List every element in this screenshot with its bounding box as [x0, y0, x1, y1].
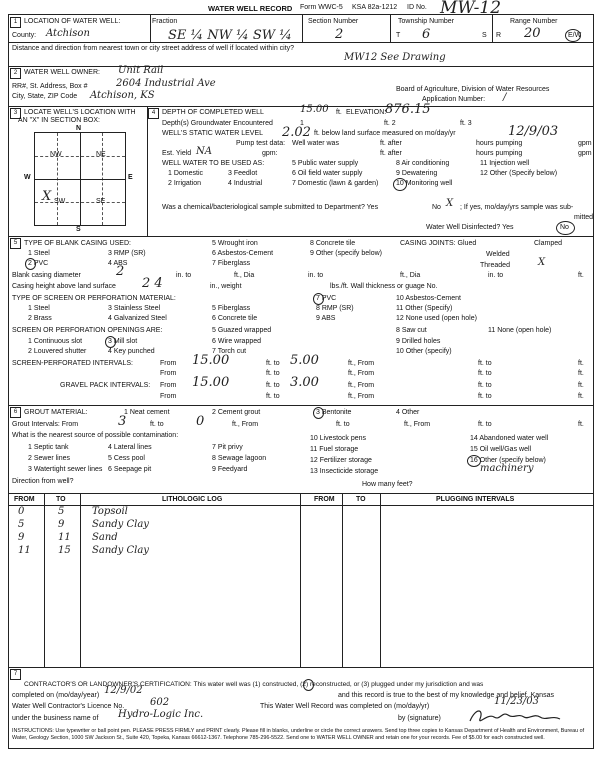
gp-ft-to: ft. to [266, 382, 280, 389]
chem-tail: ; If yes, mo/day/yrs sample was sub- [460, 204, 574, 211]
elevation-field[interactable]: 876.15 [385, 102, 431, 117]
static-field[interactable]: 2.02 [282, 125, 311, 140]
opening-option-selected[interactable]: 3 Mill slot [108, 338, 138, 345]
depth-label: DEPTH OF COMPLETED WELL [162, 109, 264, 116]
use-option[interactable]: 8 Air conditioning [396, 160, 450, 167]
contam-option[interactable]: 7 Pit privy [212, 444, 243, 451]
other-circle [467, 455, 481, 467]
pump-well-water: Well water was [292, 140, 339, 147]
distance-label: Distance and direction from nearest town or city street address of well if located within city? [12, 45, 295, 52]
use-option[interactable]: 6 Oil field water supply [292, 170, 363, 177]
section-1-number: 1 [10, 17, 21, 28]
contam-option[interactable]: 2 Sewer lines [28, 455, 71, 462]
direction-label: Direction from well? [12, 478, 74, 485]
opening-option[interactable]: 5 Guazed wrapped [212, 327, 272, 334]
grout-ft-to: ft. to [150, 421, 164, 428]
gp-ft-end: ft. [578, 382, 584, 389]
depth-ft: ft. [336, 109, 342, 116]
cert-label: CONTRACTOR'S OR LANDOWNER'S CERTIFICATION: This water well was (1) constructed, (2) reconstructed, or (3) plugged under my jurisdiction and was [24, 681, 484, 688]
range-field[interactable]: 20 [524, 26, 541, 41]
opening-option[interactable]: 9 Drilled holes [396, 338, 441, 345]
gw-1: 1 [300, 120, 304, 127]
yield-gpm-end: gpm [578, 150, 592, 157]
use-label: WELL WATER TO BE USED AS: [162, 160, 265, 167]
application-field[interactable]: / [503, 92, 507, 103]
grid-south: S [76, 226, 81, 233]
pump-hours: hours pumping [476, 140, 523, 147]
contam-option[interactable]: 5 Cess pool [108, 455, 145, 462]
joints-welded[interactable]: Welded [486, 251, 510, 258]
screen-type-option[interactable]: 3 Stainless Steel [108, 305, 161, 312]
grout-ft-end: ft. [578, 421, 584, 428]
log-from[interactable]: 11 [18, 545, 31, 556]
fraction-label: Fraction [152, 18, 178, 25]
use-option[interactable]: 2 Irrigation [168, 180, 202, 187]
business-name-field[interactable]: Hydro-Logic Inc. [118, 709, 204, 720]
yield-gpm: gpm: [262, 150, 278, 157]
log-to[interactable]: 9 [58, 519, 65, 530]
howmany-label: How many feet? [362, 481, 413, 488]
opening-option[interactable]: 8 Saw cut [396, 327, 427, 334]
gp-ft-to-3: ft. to [266, 393, 280, 400]
locate-label-2: AN "X" IN SECTION BOX: [18, 117, 100, 124]
licence-label: Water Well Contractor's Licence No. [12, 703, 125, 710]
elevation-label: ELEVATION: [346, 109, 387, 116]
grout-ft-to-3: ft. to [478, 421, 492, 428]
sp-label: SCREEN-PERFORATED INTERVALS: [12, 360, 133, 367]
address-label: RR#, St. Address, Box # [12, 83, 88, 90]
contam-option-selected[interactable]: 16 Other (specify below) [470, 457, 546, 464]
gp-from-field[interactable]: 15.00 [192, 375, 230, 390]
board-text: Board of Agriculture, Division of Water Resources [396, 86, 550, 93]
opening-option[interactable]: 4 Key punched [108, 348, 155, 355]
screen-pvc-circle [313, 293, 324, 305]
casing-option[interactable]: 1 Steel [28, 250, 50, 257]
grout-ft-from: ft., From [232, 421, 259, 428]
use-option[interactable]: 11 Injection well [480, 160, 530, 167]
blank-in-to: in. to [176, 272, 192, 279]
blank-ft-dia: ft., Dia [234, 272, 255, 279]
distance-field[interactable]: MW12 See Drawing [344, 52, 446, 63]
screen-type-option[interactable]: 4 Galvanized Steel [108, 315, 167, 322]
log-desc[interactable]: Sandy Clay [92, 545, 149, 556]
log-to[interactable]: 5 [58, 506, 65, 517]
screen-type-option[interactable]: 5 Fiberglass [212, 305, 251, 312]
log-to-header: TO [56, 496, 66, 503]
section-2-number: 2 [10, 68, 21, 79]
township-s: S [482, 32, 487, 39]
sp-ft-to-4: ft. to [478, 370, 492, 377]
record-completed-label: This Water Well Record was completed on (mo/day/yr) [260, 703, 430, 710]
yield-field[interactable]: NA [196, 146, 212, 157]
other-specify-field[interactable]: machinery [480, 463, 534, 474]
disinfected-label: Water Well Disinfected? Yes [426, 224, 514, 231]
use-option[interactable]: 9 Dewatering [396, 170, 438, 177]
owner-field[interactable]: Unit Rail [118, 65, 164, 76]
sp-ft-from: ft., From [348, 360, 375, 367]
contam-option[interactable]: 3 Watertight sewer lines [28, 466, 103, 473]
contam-option[interactable]: 4 Lateral lines [108, 444, 152, 451]
grid-ne: NE [96, 151, 106, 158]
range-direction[interactable]: E/W [568, 32, 582, 39]
grout-option[interactable]: 1 Neat cement [124, 409, 170, 416]
casing-option[interactable]: 4 ABS [108, 260, 128, 267]
bentonite-circle [313, 407, 324, 419]
sp-from-label-2: From [160, 370, 177, 377]
section-5-number: 5 [10, 238, 21, 249]
screen-type-option-selected[interactable]: 7 PVC [316, 295, 337, 302]
joints-threaded[interactable]: Threaded [480, 262, 510, 269]
section-3-number: 3 [10, 108, 21, 119]
use-option[interactable]: 12 Other (Specify below) [480, 170, 558, 177]
blank-diam-label: Blank casing diameter [12, 272, 81, 279]
screen-type-option[interactable]: 9 ABS [316, 315, 336, 322]
static-date-field[interactable]: 12/9/03 [508, 124, 559, 139]
owner-label: WATER WELL OWNER: [24, 69, 100, 76]
mill-slot-circle [105, 336, 116, 348]
plug-header: PLUGGING INTERVALS [436, 496, 515, 503]
chem-mitted: mitted [574, 214, 594, 221]
sp-ft-end-2: ft. [578, 370, 584, 377]
casing-option[interactable]: 3 RMP (SR) [108, 250, 146, 257]
city-field[interactable]: Atchison, KS [90, 90, 155, 101]
joints-label: CASING JOINTS: Glued [400, 240, 477, 247]
address-field[interactable]: 2604 Industrial Ave [116, 78, 216, 89]
opening-option[interactable]: 11 None (open hole) [488, 327, 552, 334]
section-number-field[interactable]: 2 [335, 27, 344, 42]
sp-ft-to-3: ft. to [266, 370, 280, 377]
height-field[interactable]: 2 4 [142, 276, 163, 291]
gp-from-label-2: From [160, 393, 177, 400]
chem-no[interactable]: No [432, 204, 441, 211]
threaded-x[interactable]: X [538, 257, 546, 268]
township-t: T [396, 32, 401, 39]
use-option-selected[interactable]: 10 Monitoring well [396, 180, 453, 187]
section-4-number: 4 [148, 108, 159, 119]
id-value[interactable]: MW-12 [440, 0, 502, 18]
range-label: Range Number [510, 18, 558, 25]
screen-type-option[interactable]: 12 None used (open hole) [396, 315, 477, 322]
use-option[interactable]: 7 Domestic (lawn & garden) [292, 180, 379, 187]
static-label: WELL'S STATIC WATER LEVEL [162, 130, 264, 137]
grid-west: W [24, 174, 31, 181]
signature-field[interactable] [466, 705, 566, 727]
screen-type-label: TYPE OF SCREEN OR PERFORATION MATERIAL: [12, 295, 176, 302]
casing-option[interactable]: 8 Concrete tile [310, 240, 356, 247]
grid-se: SE [96, 198, 106, 205]
casing-option[interactable]: 7 Fiberglass [212, 260, 251, 267]
form-title: WATER WELL RECORD [208, 4, 293, 13]
grout-ft-to-2: ft. to [336, 421, 350, 428]
log-desc[interactable]: Topsoil [92, 506, 128, 517]
gp-from-label: From [160, 382, 177, 389]
contam-option[interactable]: 10 Livestock pens [310, 435, 367, 442]
opening-option[interactable]: 10 Other (specify) [396, 348, 452, 355]
range-direction-circle [565, 29, 581, 42]
sp-from-label: From [160, 360, 177, 367]
opening-option[interactable]: 2 Louvered shutter [28, 348, 87, 355]
opening-option[interactable]: 1 Continuous slot [28, 338, 83, 345]
log-to[interactable]: 11 [58, 532, 71, 543]
contam-option[interactable]: 13 Insecticide storage [310, 468, 379, 475]
height-label: Casing height above land surface [12, 283, 116, 290]
casing-option[interactable]: 9 Other (specify below) [310, 250, 382, 257]
grout-ft-from-2: ft., From [404, 421, 431, 428]
openings-label: SCREEN OR PERFORATION OPENINGS ARE: [12, 327, 163, 334]
grid-sw: SW [54, 198, 66, 205]
grout-from-field[interactable]: 3 [118, 414, 127, 429]
sp-ft-to: ft. to [266, 360, 280, 367]
record-date-field[interactable]: 11/23/03 [494, 696, 539, 707]
gw-2: ft. 2 [384, 120, 396, 127]
ksa-ref: KSA 82a-1212 [352, 4, 398, 11]
gp-ft-from-2: ft., From [348, 393, 375, 400]
chem-label: Was a chemical/bacteriological sample submitted to Department? Yes [162, 204, 379, 211]
blank-ft-end: ft. [578, 272, 584, 279]
pump-gpm: gpm [578, 140, 592, 147]
form-number: Form WWC-5 [300, 4, 343, 11]
instructions-text: INSTRUCTIONS: Use typewriter or ball point pen. PLEASE PRESS FIRMLY and PRINT clearly. Please fill in blanks, underline or circle the correct answers. Send top three copies to Kansas Department of Health and Environment, Bureau of Water, Geology Section, 1000 SW Jackson St., Suite 420, Topeka, Kansas 66612-1367. Telephone 785-296-5522. Send one to WATER WELL OWNER and retain one for your records. Fee of $5.00 for each constructed well. [12, 728, 585, 741]
blank-ft-dia-2: ft., Dia [400, 272, 421, 279]
county-label: County: [12, 32, 37, 39]
gp-to-field[interactable]: 3.00 [290, 375, 319, 390]
grid-x-mark[interactable]: X [42, 189, 52, 204]
height-lbs: lbs./ft. Wall thickness or guage No. [330, 283, 438, 290]
casing-option[interactable]: 5 Wrought iron [212, 240, 258, 247]
screen-type-option[interactable]: 8 RMP (SR) [316, 305, 354, 312]
pvc-circle [25, 258, 36, 270]
grout-option[interactable]: 4 Other [396, 409, 420, 416]
sp-ft-end: ft. [578, 360, 584, 367]
use-option[interactable]: 1 Domestic [168, 170, 204, 177]
gp-label: GRAVEL PACK INTERVALS: [60, 382, 151, 389]
use-option[interactable]: 5 Public water supply [292, 160, 359, 167]
contam-option[interactable]: 12 Fertilizer storage [310, 457, 372, 464]
signature-label: by (signature) [398, 715, 441, 722]
log-from-header: FROM [14, 496, 35, 503]
casing-label: TYPE OF BLANK CASING USED: [24, 240, 131, 247]
plug-from-header: FROM [314, 496, 335, 503]
grid-east: E [128, 174, 133, 181]
gp-ft-to-4: ft. to [478, 393, 492, 400]
contam-option[interactable]: 11 Fuel storage [310, 446, 359, 453]
business-label: under the business name of [12, 715, 99, 722]
township-field[interactable]: 6 [422, 27, 431, 42]
pump-label: Pump test data: [236, 140, 286, 147]
yield-label: Est. Yield [162, 150, 192, 157]
log-to[interactable]: 15 [58, 545, 71, 556]
contam-option[interactable]: 14 Abandoned water well [470, 435, 549, 442]
grid-nw: NW [50, 151, 62, 158]
log-desc[interactable]: Sand [92, 532, 118, 543]
grout-option-selected[interactable]: 3 Bentonite [316, 409, 352, 416]
gw-label: Depth(s) Groundwater Encountered [162, 120, 273, 127]
opening-option[interactable]: 6 Wire wrapped [212, 338, 262, 345]
section-6-number: 6 [10, 407, 21, 418]
constructed-circle [303, 679, 314, 691]
disinfected-no[interactable]: No [560, 224, 569, 231]
grout-to-field[interactable]: 0 [196, 414, 205, 429]
grout-int-label: Grout Intervals: From [12, 421, 79, 428]
blank-in-to-3: in. to [488, 272, 504, 279]
joints-clamped[interactable]: Clamped [534, 240, 563, 247]
contam-option[interactable]: 1 Septic tank [28, 444, 69, 451]
grout-option[interactable]: 2 Cement grout [212, 409, 261, 416]
screen-type-option[interactable]: 6 Concrete tile [212, 315, 258, 322]
grid-north: N [76, 125, 82, 132]
yield-hours: hours pumping [476, 150, 523, 157]
use-option[interactable]: 3 Feedlot [228, 170, 258, 177]
pump-after: ft. after [380, 140, 402, 147]
screen-type-option[interactable]: 10 Asbestos-Cement [396, 295, 461, 302]
fraction-field[interactable]: SE ¼ NW ¼ SW ¼ [168, 28, 292, 43]
gp-ft-to-2: ft. to [478, 382, 492, 389]
completed-date-field[interactable]: 12/9/02 [104, 685, 143, 696]
log-from[interactable]: 5 [18, 519, 25, 530]
licence-field[interactable]: 602 [150, 697, 170, 708]
depth-field[interactable]: 15.00 [300, 104, 329, 115]
completed-label: completed on (mo/day/year) [12, 692, 100, 699]
section-7-number: 7 [10, 669, 21, 680]
section-grid[interactable] [34, 132, 126, 226]
locate-label: LOCATE WELL'S LOCATION WITH [24, 109, 136, 116]
casing-option[interactable]: 6 Asbestos-Cement [212, 250, 274, 257]
range-r: R [496, 32, 502, 39]
opening-option[interactable]: 7 Torch cut [212, 348, 247, 355]
application-label: Application Number: [422, 96, 486, 103]
gp-ft-from: ft., From [348, 382, 375, 389]
casing-option-selected[interactable]: 2 PVC [28, 260, 49, 267]
grout-label: GROUT MATERIAL: [24, 409, 88, 416]
city-label: City, State, ZIP Code [12, 93, 78, 100]
contam-option[interactable]: 6 Seepage pit [108, 466, 152, 473]
contam-option[interactable]: 8 Sewage lagoon [212, 455, 267, 462]
screen-type-option[interactable]: 11 Other (Specify) [396, 305, 453, 312]
township-label: Township Number [398, 18, 455, 25]
id-label: ID No. [407, 4, 427, 11]
contam-label: What is the nearest source of possible contamination: [12, 432, 179, 439]
log-desc[interactable]: Sandy Clay [92, 519, 149, 530]
gw-3: ft. 3 [460, 120, 472, 127]
static-tail: ft. below land surface measured on mo/day/yr [314, 130, 456, 137]
sp-ft-from-2: ft., From [348, 370, 375, 377]
gp-ft-end-2: ft. [578, 393, 584, 400]
monitoring-circle [393, 178, 407, 191]
screen-type-option[interactable]: 2 Brass [28, 315, 52, 322]
disinfected-no-circle [556, 221, 575, 235]
log-litho-header: LITHOLOGIC LOG [162, 496, 223, 503]
s1-label: LOCATION OF WATER WELL: [24, 18, 121, 25]
plug-to-header: TO [356, 496, 366, 503]
section-number-label: Section Number [308, 18, 359, 25]
sp-to-field[interactable]: 5.00 [290, 353, 319, 368]
blank-in-to-2: in. to [308, 272, 324, 279]
true-text: and this record is true to the best of my knowledge and belief. Kansas [338, 692, 554, 699]
sp-ft-to-2: ft. to [478, 360, 492, 367]
log-from[interactable]: 0 [18, 506, 25, 517]
log-from[interactable]: 9 [18, 532, 25, 543]
yield-after: ft. after [380, 150, 402, 157]
height-weight: in., weight [210, 283, 242, 290]
county-field[interactable]: Atchison [46, 28, 90, 39]
blank-diam-field[interactable]: 2 [116, 264, 125, 279]
screen-type-option[interactable]: 1 Steel [28, 305, 50, 312]
use-option[interactable]: 4 Industrial [228, 180, 263, 187]
contam-option[interactable]: 15 Oil well/Gas well [470, 446, 532, 453]
sp-from-field[interactable]: 15.00 [192, 353, 230, 368]
chem-x-mark[interactable]: X [446, 198, 454, 209]
contam-option[interactable]: 9 Feedyard [212, 466, 248, 473]
